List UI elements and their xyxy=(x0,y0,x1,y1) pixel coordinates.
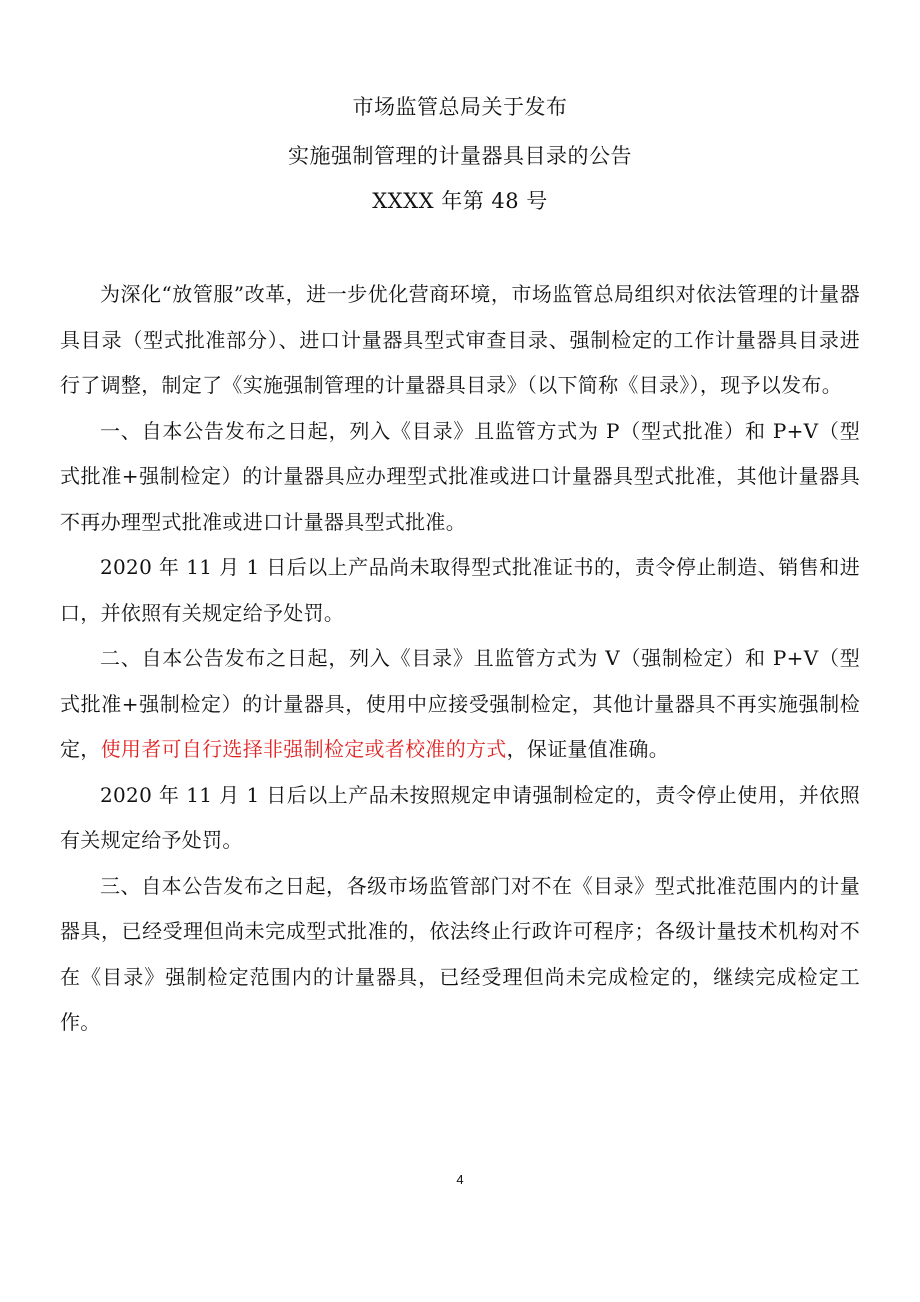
page-number: 4 xyxy=(456,1172,464,1187)
paragraph-item-3: 三、自本公告发布之日起，各级市场监管部门对不在《目录》型式批准范围内的计量器具，已经受理但尚未完成型式批准的，依法终止行政许可程序；各级计量技术机构对不在《目录》强制检定范围内的计量器具，已经受理但尚未完成检定的，继续完成检定工作。 xyxy=(60,873,860,1034)
document-body xyxy=(60,272,860,1046)
paragraph-item-2-deadline: 2020 年 11 月 1 日后以上产品未按照规定申请强制检定的，责令停止使用，并依照有关规定给予处罚。 xyxy=(60,782,860,852)
document-title-line-2: 实施强制管理的计量器具目录的公告 xyxy=(288,144,632,168)
document-number: XXXX 年第 48 号 xyxy=(372,189,548,213)
paragraph-intro: 为深化“放管服”改革，进一步优化营商环境，市场监管总局组织对依法管理的计量器具目录（型式批准部分）、进口计量器具型式审查目录、强制检定的工作计量器具目录进行了调整，制定了《实施强制管理的计量器具目录》（以下简称《目录》），现予以发布。 xyxy=(60,282,860,397)
highlighted-text: 使用者可自行选择非强制检定或者校准的方式 xyxy=(100,737,507,761)
paragraph-item-2-text-before: 二、自本公告发布之日起，列入《目录》且监管方式为 V（强制检定）和 P+V（型式批准+强制检定）的计量器具，使用中应接受强制检定，其他计量器具不再实施强制检定， xyxy=(60,646,860,761)
paragraph-item-2 xyxy=(60,636,860,773)
paragraph-item-1: 一、自本公告发布之日起，列入《目录》且监管方式为 P（型式批准）和 P+V（型式批准+强制检定）的计量器具应办理型式批准或进口计量器具型式批准，其他计量器具不再办理型式批准或进口计量器具型式批准。 xyxy=(60,418,860,534)
paragraph-item-1-deadline: 2020 年 11 月 1 日后以上产品尚未取得型式批准证书的，责令停止制造、销售和进口，并依照有关规定给予处罚。 xyxy=(60,555,860,625)
document-title-line-1: 市场监管总局关于发布 xyxy=(352,95,568,119)
paragraph-item-2-text-after: ，保证量值准确。 xyxy=(506,737,670,761)
